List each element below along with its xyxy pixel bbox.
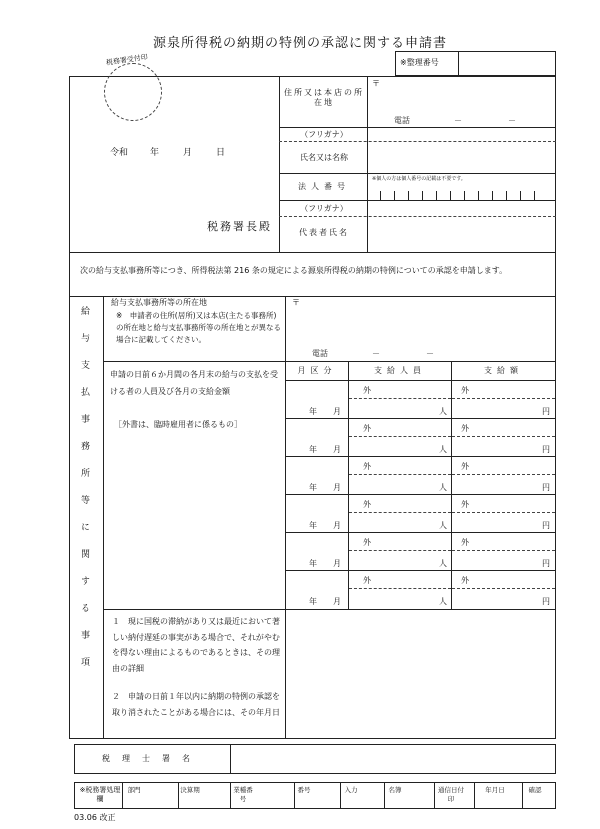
row-yen-unit: 円 xyxy=(542,521,550,530)
furigana-label: （フリガナ） xyxy=(300,130,348,139)
row-year-unit: 年 xyxy=(309,445,317,454)
office-use-cell-label: 確認 xyxy=(528,786,542,794)
row-outside-persons: 外 xyxy=(363,462,371,471)
employees-description: 申請の日前６か月間の各月末の給与の支払を受ける者の人員及び各月の支給金額 xyxy=(110,370,278,396)
row-persons-unit: 人 xyxy=(439,483,447,492)
row-month-unit: 月 xyxy=(333,407,341,416)
date-year-unit: 年 xyxy=(150,148,160,158)
page-title: 源泉所得税の納期の特例の承認に関する申請書 xyxy=(152,36,447,51)
row-month-unit: 月 xyxy=(333,445,341,454)
reference-number-label: ※整理番号 xyxy=(400,58,439,67)
conditions-field[interactable] xyxy=(286,610,555,738)
amount-field[interactable] xyxy=(452,495,554,531)
row-outside-amount: 外 xyxy=(461,462,469,471)
row-outside-amount: 外 xyxy=(461,424,469,433)
row-year-unit: 年 xyxy=(309,559,317,568)
row-persons-unit: 人 xyxy=(439,407,447,416)
receipt-stamp-circle xyxy=(104,63,162,121)
persons-field[interactable] xyxy=(349,495,450,531)
amount-field[interactable] xyxy=(452,381,554,417)
office-postal-mark: 〒 xyxy=(292,298,300,307)
row-outside-persons: 外 xyxy=(363,538,371,547)
row-year-unit: 年 xyxy=(309,407,317,416)
row-year-unit: 年 xyxy=(309,483,317,492)
name-label: 氏名又は名称 xyxy=(300,153,348,162)
row-yen-unit: 円 xyxy=(542,407,550,416)
request-statement: 次の給与支払事務所等につき、所得税法第 216 条の規定による源泉所得税の納期の特例についての承認を申請します。 xyxy=(80,266,508,275)
date-month-unit: 月 xyxy=(183,148,193,158)
table-row xyxy=(285,532,556,570)
row-outside-persons: 外 xyxy=(363,500,371,509)
persons-field[interactable] xyxy=(349,457,450,493)
condition-item-2: ２ 申請の日前１年以内に納期の特例の承認を取り消されたことがある場合には、その年月日 xyxy=(112,692,280,717)
office-use-cell-label: 名簿 xyxy=(388,786,402,794)
table-row xyxy=(285,494,556,532)
date-era: 令和 xyxy=(110,148,129,158)
persons-field[interactable] xyxy=(349,381,450,417)
phone-label: 電話 xyxy=(394,116,410,125)
row-month-unit: 月 xyxy=(333,483,341,492)
row-yen-unit: 円 xyxy=(542,483,550,492)
row-outside-persons: 外 xyxy=(363,576,371,585)
amount-field[interactable] xyxy=(452,533,554,569)
corp-number-label: 法人番号 xyxy=(298,182,350,191)
office-use-cell-label: 番号 xyxy=(297,786,311,794)
address-label: 住所又は本店の所在地 xyxy=(284,88,364,108)
column-month: 月区分 xyxy=(297,366,337,375)
row-yen-unit: 円 xyxy=(542,445,550,454)
table-row xyxy=(285,456,556,494)
amount-field[interactable] xyxy=(452,419,554,455)
tax-accountant-field[interactable] xyxy=(231,745,555,773)
row-outside-amount: 外 xyxy=(461,538,469,547)
table-row xyxy=(285,570,556,608)
row-outside-amount: 外 xyxy=(461,576,469,585)
row-month-unit: 月 xyxy=(333,559,341,568)
office-location-note: ※ 申請者の住所(居所)又は本店(主たる事務所)の所在地と給与支払事務所等の所在地とが異なる場合に記載してください。 xyxy=(116,311,281,344)
row-persons-unit: 人 xyxy=(439,445,447,454)
table-row xyxy=(285,380,556,418)
employees-note: ［外書は、臨時雇用者に係るもの］ xyxy=(114,420,242,429)
rep-name-field[interactable] xyxy=(368,217,555,251)
row-outside-amount: 外 xyxy=(461,500,469,509)
rep-name-label: 代表者氏名 xyxy=(299,228,349,237)
office-use-cell-label: 入力 xyxy=(344,786,358,794)
table-row xyxy=(285,418,556,456)
row-yen-unit: 円 xyxy=(542,597,550,606)
row-persons-unit: 人 xyxy=(439,559,447,568)
row-month-unit: 月 xyxy=(333,521,341,530)
office-location-title: 給与支払事務所等の所在地 xyxy=(111,298,207,307)
office-use-cell-label: 部門 xyxy=(127,786,141,794)
date-day-unit: 日 xyxy=(216,148,226,158)
tax-accountant-label: 税理士署名 xyxy=(102,754,202,763)
row-year-unit: 年 xyxy=(309,521,317,530)
office-use-cell-label: 通信日付印 xyxy=(438,786,464,803)
name-field[interactable] xyxy=(368,142,555,172)
row-persons-unit: 人 xyxy=(439,597,447,606)
column-amount: 支給額 xyxy=(484,366,523,375)
addressee: 税務署長殿 xyxy=(207,220,272,233)
rep-furigana-label: （フリガナ） xyxy=(300,204,348,213)
row-outside-persons: 外 xyxy=(363,386,371,395)
corp-number-note: ※個人の方は個人番号の記載は不要です。 xyxy=(372,176,466,182)
persons-field[interactable] xyxy=(349,533,450,569)
row-yen-unit: 円 xyxy=(542,559,550,568)
office-use-cell-label: 業種番号 xyxy=(233,786,253,803)
row-year-unit: 年 xyxy=(309,597,317,606)
address-postal-mark: 〒 xyxy=(372,79,380,88)
amount-field[interactable] xyxy=(452,457,554,493)
row-outside-amount: 外 xyxy=(461,386,469,395)
row-persons-unit: 人 xyxy=(439,521,447,530)
receipt-stamp-label: 税務署受付印 xyxy=(105,53,149,67)
revision-note: 03.06 改正 xyxy=(74,813,116,822)
persons-field[interactable] xyxy=(349,571,450,607)
column-persons: 支給人員 xyxy=(374,366,426,375)
persons-field[interactable] xyxy=(349,419,450,455)
office-use-cell-label: 決算期 xyxy=(180,786,200,794)
office-phone-label: 電話 xyxy=(312,349,328,358)
office-use-label: ※税務署処理欄 xyxy=(79,786,121,803)
row-month-unit: 月 xyxy=(333,597,341,606)
amount-field[interactable] xyxy=(452,571,554,607)
condition-item-1: １ 現に国税の滞納があり又は最近において著しい納付遅延の事実がある場合で、それがやむを得ない理由によるものであるときは、その理由の詳細 xyxy=(112,617,280,673)
section-side-label: 給与支払事務所等に関する事項 xyxy=(79,306,89,684)
corp-number-field[interactable] xyxy=(368,174,555,200)
office-use-cell-label: 年月日 xyxy=(485,786,505,794)
row-outside-persons: 外 xyxy=(363,424,371,433)
